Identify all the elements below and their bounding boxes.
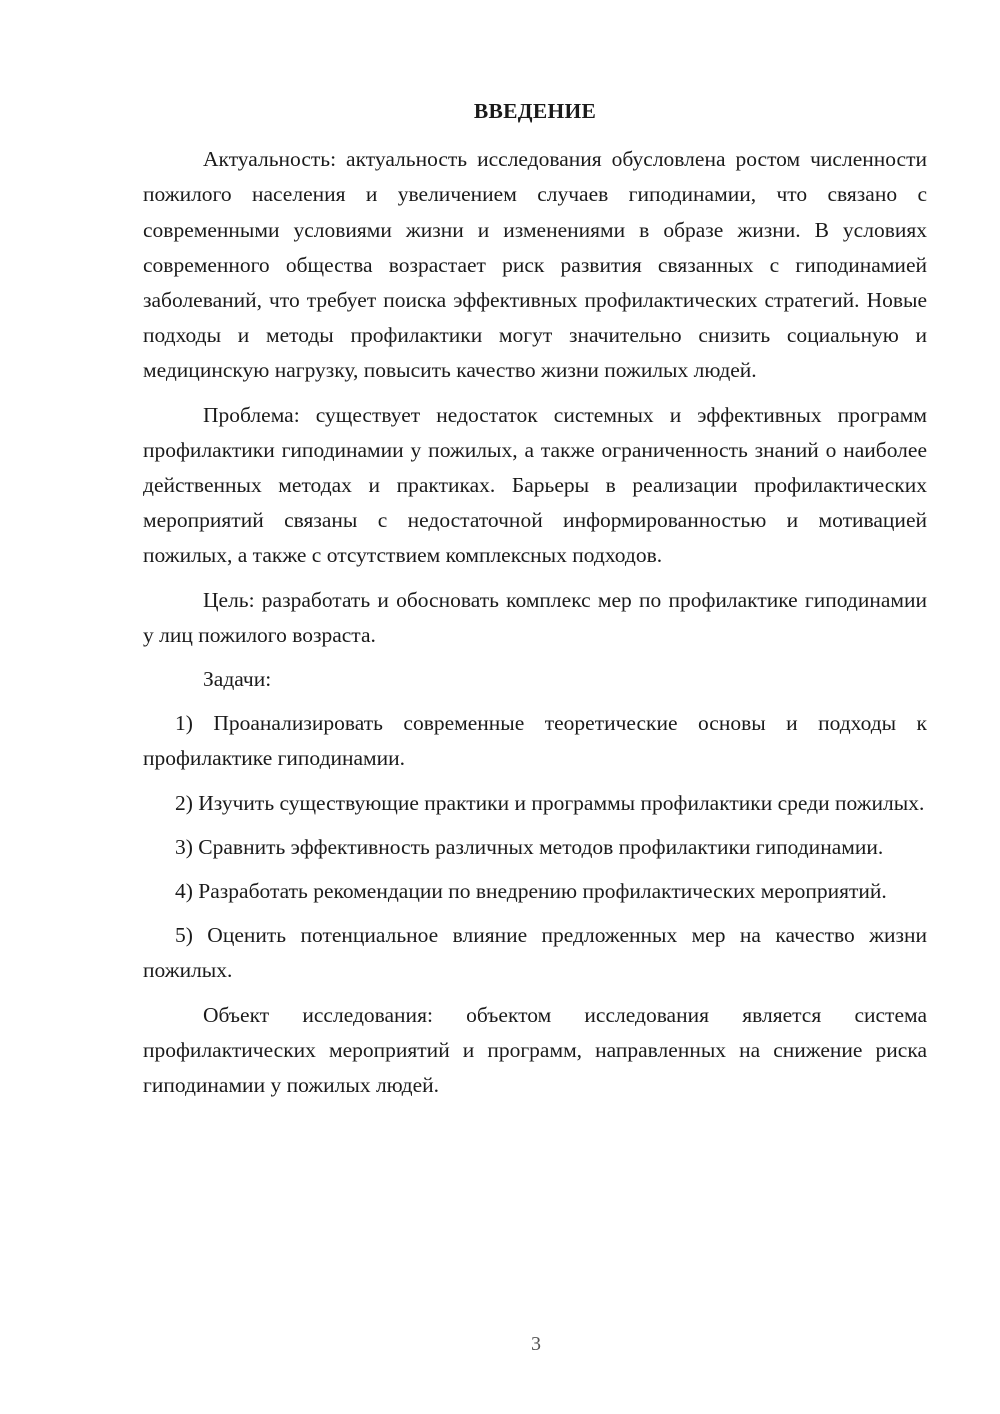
- tasks-list: [143, 706, 927, 988]
- task-item: 5) Оценить потенциальное влияние предложенных мер на качество жизни пожилых.: [143, 923, 927, 983]
- document-page: [143, 94, 927, 1112]
- problem-paragraph: Проблема: существует недостаток системных и эффективных программ профилактики гиподинамии у пожилых, а также ограниченность знаний о наиболее действенных методах и практиках. Барьеры в реализации профилактических мероприятий связаны с недостаточной информированностью и мотивацией пожилых, а также с отсутствием комплексных подходов.: [143, 402, 927, 568]
- object-paragraph: Объект исследования: объектом исследования является система профилактических мероприятий и программ, направленных на снижение риска гиподинамии у пожилых людей.: [143, 1002, 927, 1098]
- goal-paragraph: Цель: разработать и обосновать комплекс мер по профилактике гиподинамии у лиц пожилого возраста.: [143, 587, 927, 647]
- task-item: 2) Изучить существующие практики и программы профилактики среди пожилых.: [175, 790, 925, 815]
- page-title: ВВЕДЕНИЕ: [473, 99, 597, 123]
- task-item: 4) Разработать рекомендации по внедрению профилактических мероприятий.: [175, 879, 887, 904]
- task-item: 3) Сравнить эффективность различных методов профилактики гиподинамии.: [175, 834, 884, 859]
- tasks-label: Задачи:: [203, 667, 272, 692]
- task-item: 1) Проанализировать современные теоретические основы и подходы к профилактике гиподинамии.: [143, 711, 927, 771]
- relevance-paragraph: Актуальность: актуальность исследования обусловлена ростом численности пожилого населения и увеличением случаев гиподинамии, что связано с современными условиями жизни и изменениями в образе жизни. В условиях современного общества возрастает риск развития связанных с гиподинамией заболеваний, что требует поиска эффективных профилактических стратегий. Новые подходы и методы профилактики могут значительно снизить социальную и медицинскую нагрузку, повысить качество жизни пожилых людей.: [143, 147, 927, 383]
- page-number: 3: [531, 1333, 541, 1355]
